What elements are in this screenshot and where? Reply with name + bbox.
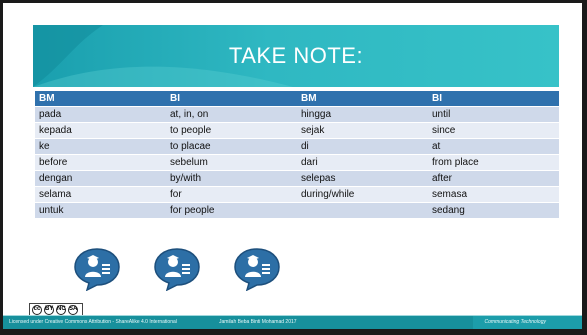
table-cell: kepada xyxy=(35,123,166,139)
title-banner xyxy=(33,25,559,87)
table-row xyxy=(35,203,559,219)
table-cell: untuk xyxy=(35,203,166,219)
table-cell: during/while xyxy=(297,187,428,203)
table-row xyxy=(35,171,559,187)
table-cell: di xyxy=(297,139,428,155)
table-header-row xyxy=(35,91,559,107)
slide-title: TAKE NOTE: xyxy=(228,43,364,68)
slide xyxy=(3,3,582,329)
table-cell: sejak xyxy=(297,123,428,139)
footer-right-text: Communicating Technology xyxy=(484,319,546,325)
cc-nc-label: NC xyxy=(56,305,66,315)
word-table xyxy=(35,91,559,218)
cc-by-label: BY xyxy=(44,305,54,315)
table-cell xyxy=(297,203,428,219)
table-cell: since xyxy=(428,123,559,139)
table-cell: selepas xyxy=(297,171,428,187)
table-cell: at, in, on xyxy=(166,107,297,123)
table-cell: semasa xyxy=(428,187,559,203)
table-cell: hingga xyxy=(297,107,428,123)
table-cell: before xyxy=(35,155,166,171)
table-row xyxy=(35,139,559,155)
table-cell: to placae xyxy=(166,139,297,155)
cc-label: cc xyxy=(32,305,42,315)
footer-author-text: Jamilah Beba Binti Mohamad 2017 xyxy=(219,319,297,325)
table-row xyxy=(35,107,559,123)
header-cell: BM xyxy=(297,91,428,107)
table-cell: from place xyxy=(428,155,559,171)
table-row xyxy=(35,123,559,139)
header-cell: BI xyxy=(428,91,559,107)
table-cell: after xyxy=(428,171,559,187)
table-row xyxy=(35,155,559,171)
table-cell: until xyxy=(428,107,559,123)
student-bubble-icon xyxy=(153,247,201,291)
table-cell: by/with xyxy=(166,171,297,187)
icon-row xyxy=(73,247,303,297)
table-cell: dari xyxy=(297,155,428,171)
table-row xyxy=(35,187,559,203)
header-cell: BM xyxy=(35,91,166,107)
table-cell: to people xyxy=(166,123,297,139)
table-cell: dengan xyxy=(35,171,166,187)
cc-sa-label: SA xyxy=(68,305,78,315)
table-cell: pada xyxy=(35,107,166,123)
table-cell: for people xyxy=(166,203,297,219)
student-bubble-icon xyxy=(233,247,281,291)
table-cell: sedang xyxy=(428,203,559,219)
table-cell: selama xyxy=(35,187,166,203)
table-cell: ke xyxy=(35,139,166,155)
table-cell: for xyxy=(166,187,297,203)
table-cell: sebelum xyxy=(166,155,297,171)
footer-license-text: Licensed under Creative Commons Attribution - ShareAlike 4.0 International xyxy=(9,319,177,325)
table-cell: at xyxy=(428,139,559,155)
student-bubble-icon xyxy=(73,247,121,291)
header-cell: BI xyxy=(166,91,297,107)
